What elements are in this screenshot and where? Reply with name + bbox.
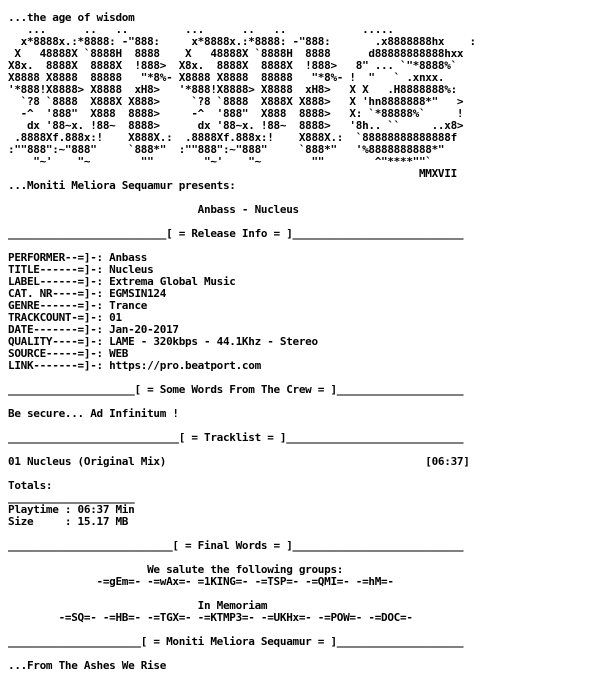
ascii-logo-line: dx '88~x. !88~ 8888> dx '88~x. !88~ 8888> '8h.. `` ..x8> <box>8 119 464 132</box>
ascii-logo-line: X 48888X `8888H 8888 X 48888X `8888H 8888 d88888888888hxx <box>8 47 464 60</box>
ascii-logo-line: X8x. 8888X 8888X !888> X8x. 8888X 8888X !888> 8" ... `"*8888%` <box>8 59 457 72</box>
ascii-logo-line: x*8888x.:*8888: -"888: x*8888x.:*8888: -"888: .x8888888hx : <box>8 35 476 48</box>
section-crew: ____________________[ = Some Words From The Crew = ]____________________ <box>8 383 464 396</box>
totals-rule: ____________________ <box>8 491 135 504</box>
ascii-logo-line: "~' "~ "" "~' "~ "" ^"****""` <box>8 155 432 168</box>
release-field: QUALITY----=]-: LAME - 320kbps - 44.1Khz - Stereo <box>8 335 318 348</box>
section-moniti-meliora: _____________________[ = Moniti Meliora Sequamur = ]____________________ <box>8 635 464 648</box>
release-field: SOURCE-----=]-: WEB <box>8 347 129 360</box>
ascii-logo-line: .8888Xf.888x:! X888X.: .8888Xf.888x:! X888X.: `88888888888888f <box>8 131 457 144</box>
release-field: DATE-------=]-: Jan-20-2017 <box>8 323 179 336</box>
release-field: LINK-------=]-: https://pro.beatport.com <box>8 359 261 372</box>
memoriam-title: In Memoriam <box>8 599 268 612</box>
ascii-logo <box>8 23 476 180</box>
release-title: Anbass - Nucleus <box>8 203 299 216</box>
salute-groups: -=gEm=- -=wAx=- =1KING=- -=TSP=- -=QMI=- -=hM=- <box>8 575 394 588</box>
ascii-logo-line: -^ '888" X888 8888> -^ '888" X888 8888> X: `*88888%` ! <box>8 107 464 120</box>
ascii-logo-line: '*888!X8888> X8888 xH8> '*888!X8888> X8888 xH8> X X .H8888888%: <box>8 83 457 96</box>
playtime-line: Playtime : 06:37 Min <box>8 503 135 516</box>
section-final-words: __________________________[ = Final Words = ]___________________________ <box>8 539 464 552</box>
tagline: ...the age of wisdom <box>8 11 135 24</box>
release-field: GENRE------=]-: Trance <box>8 299 148 312</box>
release-field: PERFORMER--=]-: Anbass <box>8 251 148 264</box>
salute-title: We salute the following groups: <box>8 563 344 576</box>
size-line: Size : 15.17 MB <box>8 515 129 528</box>
ascii-logo-line: MMXVII <box>8 167 457 180</box>
ascii-logo-line: X8888 X8888 88888 "*8%- X8888 X8888 88888 "*8%- ! " ` .xnxx. <box>8 71 445 84</box>
release-field: LABEL------=]-: Extrema Global Music <box>8 275 236 288</box>
closing-line: ...From The Ashes We Rise <box>8 659 167 672</box>
release-field: TRACKCOUNT-=]-: 01 <box>8 311 122 324</box>
release-field: CAT. NR----=]-: EGMSIN124 <box>8 287 167 300</box>
ascii-logo-line: `?8 `8888 X888X X888> `?8 `8888 X888X X888> X 'hn8888888*" > <box>8 95 464 108</box>
section-release-info: _________________________[ = Release Info = ]___________________________ <box>8 227 464 240</box>
memoriam-groups: -=SQ=- -=HB=- -=TGX=- -=KTMP3=- -=UKHx=- -=POW=- -=DOC=- <box>8 611 413 624</box>
ascii-logo-line: :""888":~"888" `888*" :""888":~"888" `888*" '%8888888888*" <box>8 143 445 156</box>
track-line: 01 Nucleus (Original Mix) [06:37] <box>8 455 470 468</box>
totals-label: Totals: <box>8 479 53 492</box>
section-tracklist: ___________________________[ = Tracklist = ]____________________________ <box>8 431 464 444</box>
release-field: TITLE------=]-: Nucleus <box>8 263 154 276</box>
ascii-logo-line: ... .. .. ... .. .. ..... <box>8 23 394 36</box>
nfo-document <box>8 12 476 672</box>
release-fields <box>8 251 318 372</box>
crew-words: Be secure... Ad Infinitum ! <box>8 407 179 420</box>
presents-line: ...Moniti Meliora Sequamur presents: <box>8 179 236 192</box>
